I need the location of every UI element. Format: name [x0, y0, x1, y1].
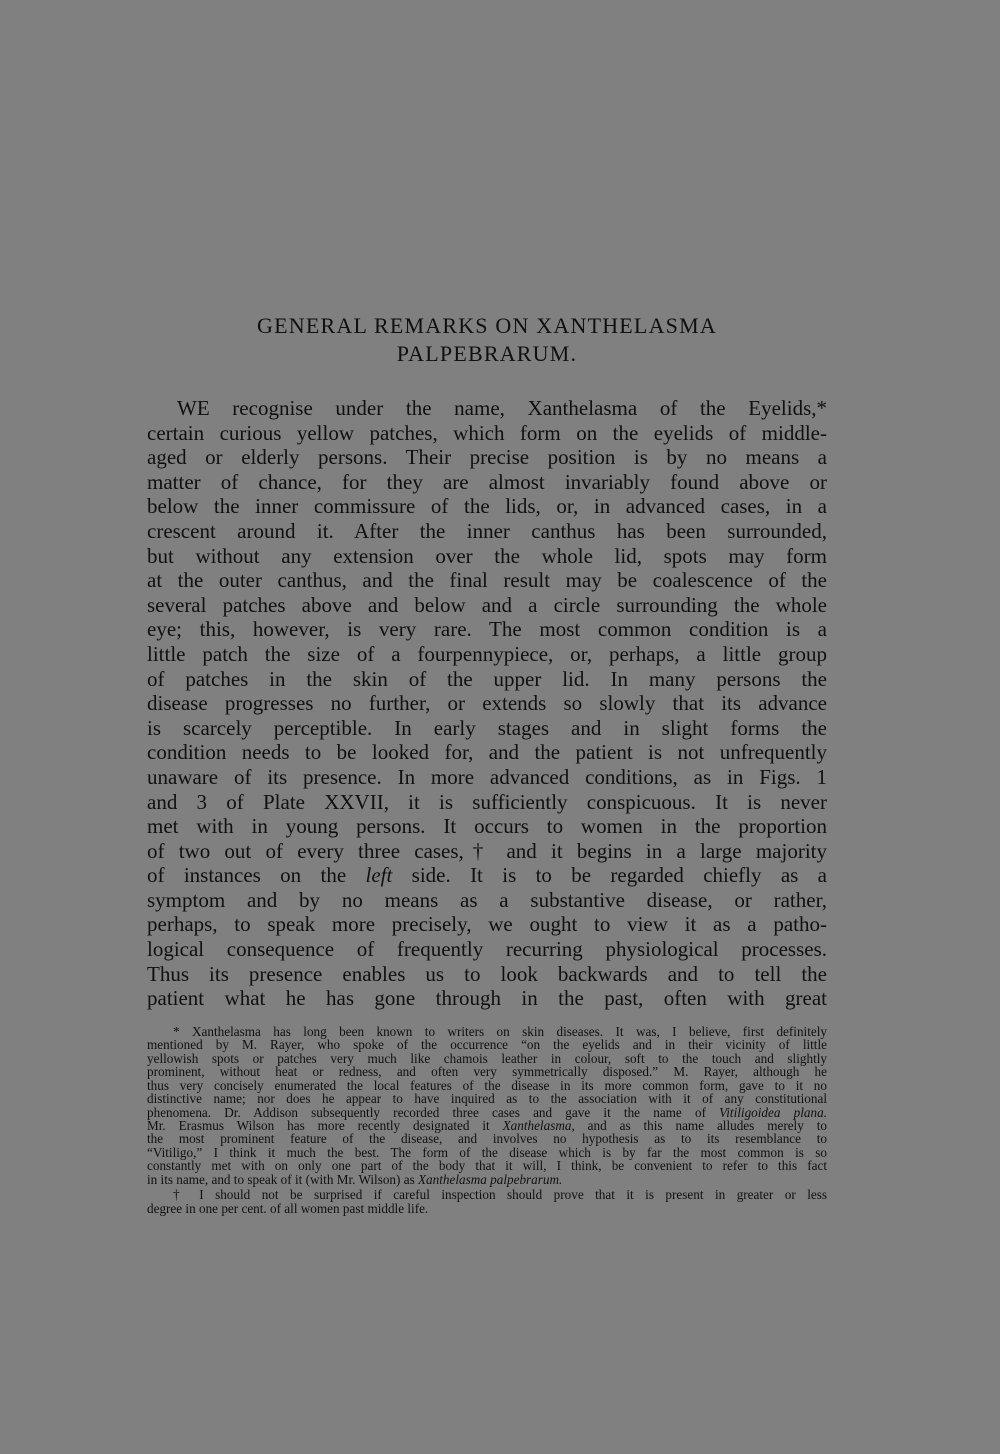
italic-word: left: [365, 863, 393, 888]
body-line: logical consequence of frequently recurring physiological processes.: [147, 937, 827, 962]
body-line: is scarcely perceptible. In early stages and in slight forms the: [147, 715, 827, 740]
body-line: eye; this, however, is very rare. The most common condition is a: [147, 617, 827, 642]
body-line: condition needs to be looked for, and the patient is not unfrequently: [147, 740, 827, 765]
body-line: and 3 of Plate XXVII, it is sufficiently conspicuous. It is never: [147, 789, 827, 814]
footnote-line: distinctive name; nor does he appear to have inquired as to the association with it of any constitutional: [147, 1091, 827, 1107]
footnotes: [147, 1025, 827, 1215]
footnote-line: [147, 1106, 827, 1119]
footnote-line: prominent, without heat or redness, and often very symmetrically disposed.” M. Rayer, although he: [147, 1064, 827, 1080]
body-line: below the inner commissure of the lids, or, in advanced cases, in a: [147, 494, 827, 519]
footnote-line: constantly met with on only one part of the body that it will, I think, be convenient to refer to this fact: [147, 1158, 827, 1174]
footnote-line-end: and as this name alludes merely to: [574, 1118, 827, 1134]
footnote-line: [147, 1119, 827, 1132]
line-end: side. It is to be regarded chiefly as a: [392, 863, 827, 888]
body-line: unaware of its presence. In more advanced conditions, as in Figs. 1: [147, 764, 827, 789]
footnote-line: the most prominent feature of the disease, and involves no hypothesis as to its resemblance to: [147, 1131, 827, 1147]
body-line: perhaps, to speak more precisely, we ought to view it as a patho-: [147, 912, 827, 937]
body-line: crescent around it. After the inner canthus has been surrounded,: [147, 518, 827, 543]
body-paragraph: [147, 396, 827, 1011]
first-word-rest: E: [196, 396, 210, 420]
page-title: [147, 312, 827, 368]
body-line: aged or elderly persons. Their precise position is by no means a: [147, 445, 827, 470]
body-line: certain curious yellow patches, which form on the eyelids of middle-: [147, 420, 827, 445]
body-line: at the outer canthus, and the final result may be coalescence of the: [147, 568, 827, 593]
body-line: of patches in the skin of the upper lid. In many persons the: [147, 666, 827, 691]
body-line: but without any extension over the whole lid, spots may form: [147, 543, 827, 568]
footnote-line-start: Mr. Erasmus Wilson has more recently designated it: [147, 1118, 503, 1134]
footnote-italic: Xanthelasma palpebrarum.: [418, 1171, 563, 1187]
footnote-line: “Vitiligo,” I think it much the best. The form of the disease which is by far the most common is so: [147, 1144, 827, 1160]
footnote-2: [147, 1188, 827, 1215]
body-line: little patch the size of a fourpennypiece, or, perhaps, a little group: [147, 641, 827, 666]
footnote-italic: Xanthelasma,: [502, 1118, 575, 1134]
footnote-1: [147, 1025, 827, 1186]
body-line: [147, 396, 827, 421]
drop-initial: W: [177, 396, 197, 420]
footnote-line: * Xanthelasma has long been known to writers on skin diseases. It was, I believe, first definitely: [173, 1023, 827, 1039]
first-line-rest: recognise under the name, Xanthelasma of the Eyelids,*: [209, 396, 827, 420]
footnote-line: thus very concisely enumerated the local features of the disease in its more common form, gave to it no: [147, 1077, 827, 1093]
footnote-line-start: phenomena. Dr. Addison subsequently recorded three cases and gave it the name of: [147, 1104, 720, 1120]
body-line: [147, 863, 827, 888]
body-line: disease progresses no further, or extends so slowly that its advance: [147, 691, 827, 716]
body-line: patient what he has gone through in the past, often with great: [147, 986, 827, 1011]
body-line: symptom and by no means as a substantive disease, or rather,: [147, 887, 827, 912]
footnote-line: degree in one per cent. of all women past middle life.: [147, 1200, 429, 1216]
body-line: matter of chance, for they are almost invariably found above or: [147, 469, 827, 494]
body-line: of two out of every three cases,† and it begins in a large majority: [147, 838, 827, 863]
footnote-line: mentioned by M. Rayer, who spoke of the occurrence “on the eyelids and in their vicinity of little: [147, 1037, 827, 1053]
footnote-italic: Vitiligoidea plana.: [719, 1104, 827, 1120]
footnote-line: † I should not be surprised if careful inspection should prove that it is present in greater or less: [173, 1187, 827, 1203]
footnote-line: yellowish spots or patches very much like chamois leather in colour, soft to the touch and slightly: [147, 1050, 827, 1066]
document-page: [147, 312, 827, 1217]
line-start: of instances on the: [147, 863, 366, 888]
body-line: Thus its presence enables us to look backwards and to tell the: [147, 961, 827, 986]
footnote-line: [147, 1173, 827, 1186]
title-line-1: GENERAL REMARKS ON XANTHELASMA: [257, 313, 717, 338]
footnote-line-start: in its name, and to speak of it (with Mr. Wilson) as: [147, 1171, 418, 1187]
title-line-2: PALPEBRARUM.: [396, 341, 578, 366]
body-line: met with in young persons. It occurs to women in the proportion: [147, 814, 827, 839]
body-line: several patches above and below and a circle surrounding the whole: [147, 592, 827, 617]
